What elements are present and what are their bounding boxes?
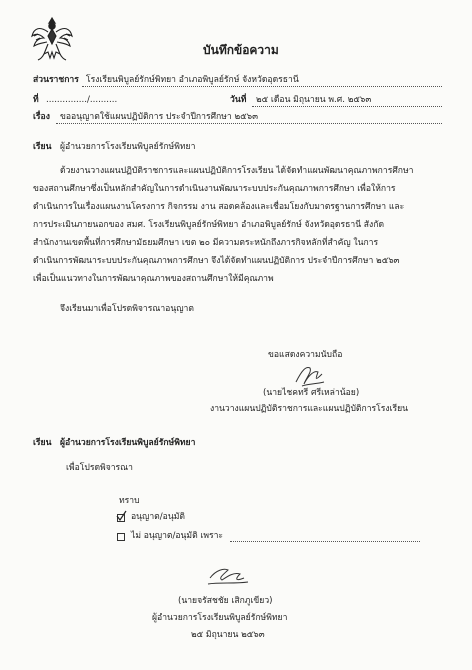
signature-director <box>204 560 252 590</box>
acknowledged-text: ทราบ <box>119 496 140 506</box>
body-line: สำนักงานเขตพื้นที่การศึกษามัธยมศึกษา เขต ๒๐ มีความตระหนักถึงภารกิจหลักที่สำคัญ ในการ <box>33 238 379 248</box>
body-line: เพื่อเป็นแนวทางในการพัฒนาคุณภาพของสถานศึกษาให้มีคุณภาพ <box>33 274 274 284</box>
subject-underline <box>56 123 442 124</box>
ref-label: ที่ <box>33 95 39 105</box>
date-label: วันที่ <box>230 95 247 105</box>
date-underline <box>252 106 442 107</box>
closing-request: จึงเรียนมาเพื่อโปรดพิจารณาอนุญาต <box>60 304 194 314</box>
agency-label: ส่วนราชการ <box>33 75 79 85</box>
endorse-to-value: ผู้อำนวยการโรงเรียนพิบูลย์รักษ์พิทยา <box>60 438 196 448</box>
body-line: ดำเนินการในเรื่องแผนงานโครงการ กิจกรรม งาน สอดคล้องและเชื่อมโยงกับมาตรฐานการศึกษา และ <box>33 202 405 212</box>
regards-text: ขอแสดงความนับถือ <box>268 350 343 360</box>
agency-value: โรงเรียนพิบูลย์รักษ์พิทยา อำเภอพิบูลย์รักษ์ จังหวัดอุดรธานี <box>86 75 299 85</box>
body-line: ของสถานศึกษาซึ่งเป็นหลักสำคัญในการดำเนินงานพัฒนาระบบประกันคุณภาพการศึกษา เพื่อให้การ <box>33 184 396 194</box>
body-line: การประเมินภายนอกของ สมศ. โรงเรียนพิบูลย์รักษ์พิทยา อำเภอพิบูลย์รักษ์ จังหวัดอุดรธานี สังกัด <box>33 220 385 230</box>
director-date: ๒๕ มิถุนายน ๒๕๖๓ <box>191 630 265 640</box>
director-position: ผู้อำนวยการโรงเรียนพิบูลย์รักษ์พิทยา <box>152 613 288 623</box>
signature-requester <box>292 362 328 390</box>
approve-option-label: อนุญาต/อนุมัติ <box>131 512 185 522</box>
signer-position: งานวางแผนปฏิบัติราชการและแผนปฏิบัติการโรงเรียน <box>210 404 409 414</box>
reject-checkbox[interactable] <box>117 533 125 541</box>
memo-to-label: เรียน <box>33 142 52 152</box>
endorse-to-label: เรียน <box>33 438 52 448</box>
body-line: ด้วยงานวางแผนปฏิบัติราชการและแผนปฏิบัติการโรงเรียน ได้จัดทำแผนพัฒนาคุณภาพการศึกษา <box>60 166 414 176</box>
date-value: ๒๕ เดือน มิถุนายน พ.ศ. ๒๕๖๓ <box>256 95 372 105</box>
reject-reason-line <box>230 541 420 542</box>
body-line: ดำเนินการพัฒนาระบบประกันคุณภาพการศึกษา จึงได้จัดทำแผนปฏิบัติการ ประจำปีการศึกษา ๒๕๖๓ <box>33 256 400 266</box>
ref-value: .............../.......... <box>46 95 118 105</box>
garuda-emblem-icon <box>30 14 74 62</box>
subject-value: ขออนุญาตใช้แผนปฏิบัติการ ประจำปีการศึกษา ๒๕๖๓ <box>60 112 258 122</box>
reject-option-label: ไม่ อนุญาต/อนุมัติ เพราะ <box>131 531 224 541</box>
checkmark-icon <box>115 510 127 522</box>
agency-underline <box>82 86 442 87</box>
memo-to-value: ผู้อำนวยการโรงเรียนพิบูลย์รักษ์พิทยา <box>60 142 196 152</box>
endorse-request: เพื่อโปรดพิจารณา <box>66 463 133 473</box>
director-name: (นายจรัสชชัย เสิกภูเขียว) <box>178 596 273 606</box>
signer-name: (นายไชคทรี ศรีเหล่าน้อย) <box>263 388 360 398</box>
subject-label: เรื่อง <box>33 112 50 122</box>
memo-title: บันทึกข้อความ <box>203 43 279 57</box>
